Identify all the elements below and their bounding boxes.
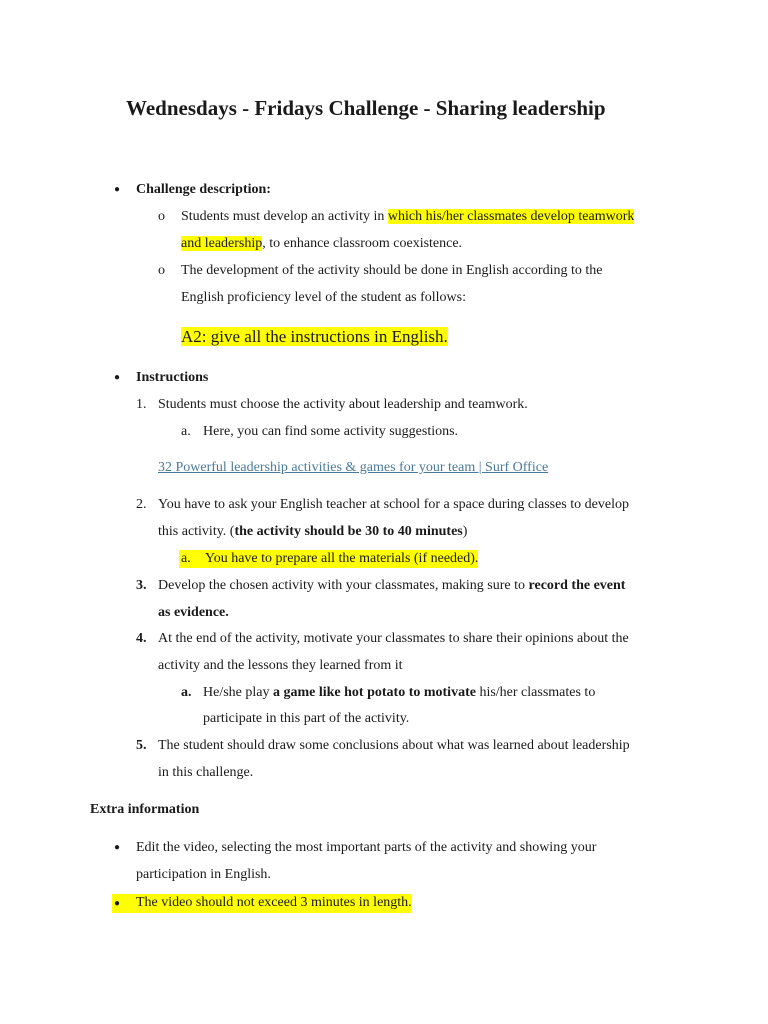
step-1-text: Students must choose the activity about leadership and teamwork.	[158, 397, 528, 412]
challenge-item-1-prefix: Students must develop an activity in	[181, 209, 388, 224]
step-4-sub-bold: a game like hot potato to motivate	[272, 685, 476, 700]
challenge-item-1-highlight-2: and leadership	[181, 236, 263, 251]
extra-item-1-line-1: Edit the video, selecting the most important parts of the activity and showing your	[136, 840, 597, 855]
step-2-line-2-suffix: )	[462, 524, 468, 539]
extra-item-1-line-2: participation in English.	[136, 867, 271, 882]
challenge-item-2-line-1: The development of the activity should be done in English according to the	[181, 263, 603, 278]
sub-bullet-marker: o	[158, 209, 165, 224]
step-4-sub-label: a.	[181, 685, 192, 700]
challenge-item-1-line-2	[181, 235, 462, 253]
level-note	[181, 326, 448, 348]
step-4-sub-line-2: participate in this part of the activity.	[203, 711, 410, 726]
bullet-icon: ●	[114, 184, 121, 195]
challenge-item-1-highlight: which his/her classmates develop teamwork	[387, 209, 635, 224]
step-2-sub-label: a.	[181, 551, 191, 566]
step-5-number: 5.	[136, 738, 147, 753]
sub-bullet-marker: o	[158, 263, 165, 278]
step-3-number: 3.	[136, 578, 147, 593]
step-3-line-2: as evidence.	[158, 605, 229, 620]
step-1-number: 1.	[136, 397, 147, 412]
challenge-item-1-suffix: , to enhance classroom coexistence.	[262, 236, 463, 251]
step-4-sub-suffix: his/her classmates to	[475, 685, 596, 700]
step-2-line-2	[158, 523, 467, 541]
step-5-line-1: The student should draw some conclusions about what was learned about leadership	[158, 738, 630, 753]
bullet-icon: ●	[114, 372, 121, 383]
step-2-number: 2.	[136, 497, 147, 512]
step-5-line-2: in this challenge.	[158, 765, 254, 780]
bullet-icon: ●	[114, 842, 121, 853]
level-note-text: A2: give all the instructions in English.	[181, 327, 448, 346]
step-2-sub-item	[179, 550, 478, 568]
step-3-line-1-bold: record the event	[528, 578, 626, 593]
challenge-item-1-line-1	[181, 208, 634, 226]
activity-suggestions-link[interactable]: 32 Powerful leadership activities & games for your team | Surf Office	[158, 460, 549, 475]
page-title: Wednesdays - Fridays Challenge - Sharing leadership	[126, 96, 606, 120]
step-3-line-1-prefix: Develop the chosen activity with your classmates, making sure to	[158, 578, 529, 593]
challenge-item-2-line-2: English proficiency level of the student as follows:	[181, 290, 466, 305]
step-3-line-1	[158, 577, 625, 595]
bullet-icon: ●	[114, 898, 121, 909]
step-1-sub-label: a.	[181, 424, 191, 439]
extra-heading: Extra information	[90, 802, 200, 817]
step-2-line-1: You have to ask your English teacher at school for a space during classes to develop	[158, 497, 629, 512]
step-2-duration: the activity should be 30 to 40 minutes	[234, 524, 463, 539]
extra-item-2	[112, 894, 412, 913]
step-4-line-1: At the end of the activity, motivate your classmates to share their opinions about the	[158, 631, 629, 646]
instructions-heading: Instructions	[136, 370, 209, 385]
step-1-sub-text: Here, you can find some activity suggestions.	[203, 424, 459, 439]
step-4-sub-prefix: He/she play	[203, 685, 273, 700]
step-4-line-2: activity and the lessons they learned from it	[158, 658, 403, 673]
step-2-line-2-prefix: this activity. (	[158, 524, 235, 539]
extra-item-2-text: The video should not exceed 3 minutes in length.	[136, 895, 412, 910]
step-4-sub-line-1	[203, 684, 595, 702]
step-4-number: 4.	[136, 631, 147, 646]
challenge-heading: Challenge description:	[136, 182, 271, 197]
step-2-sub-text: You have to prepare all the materials (if needed).	[205, 551, 479, 566]
